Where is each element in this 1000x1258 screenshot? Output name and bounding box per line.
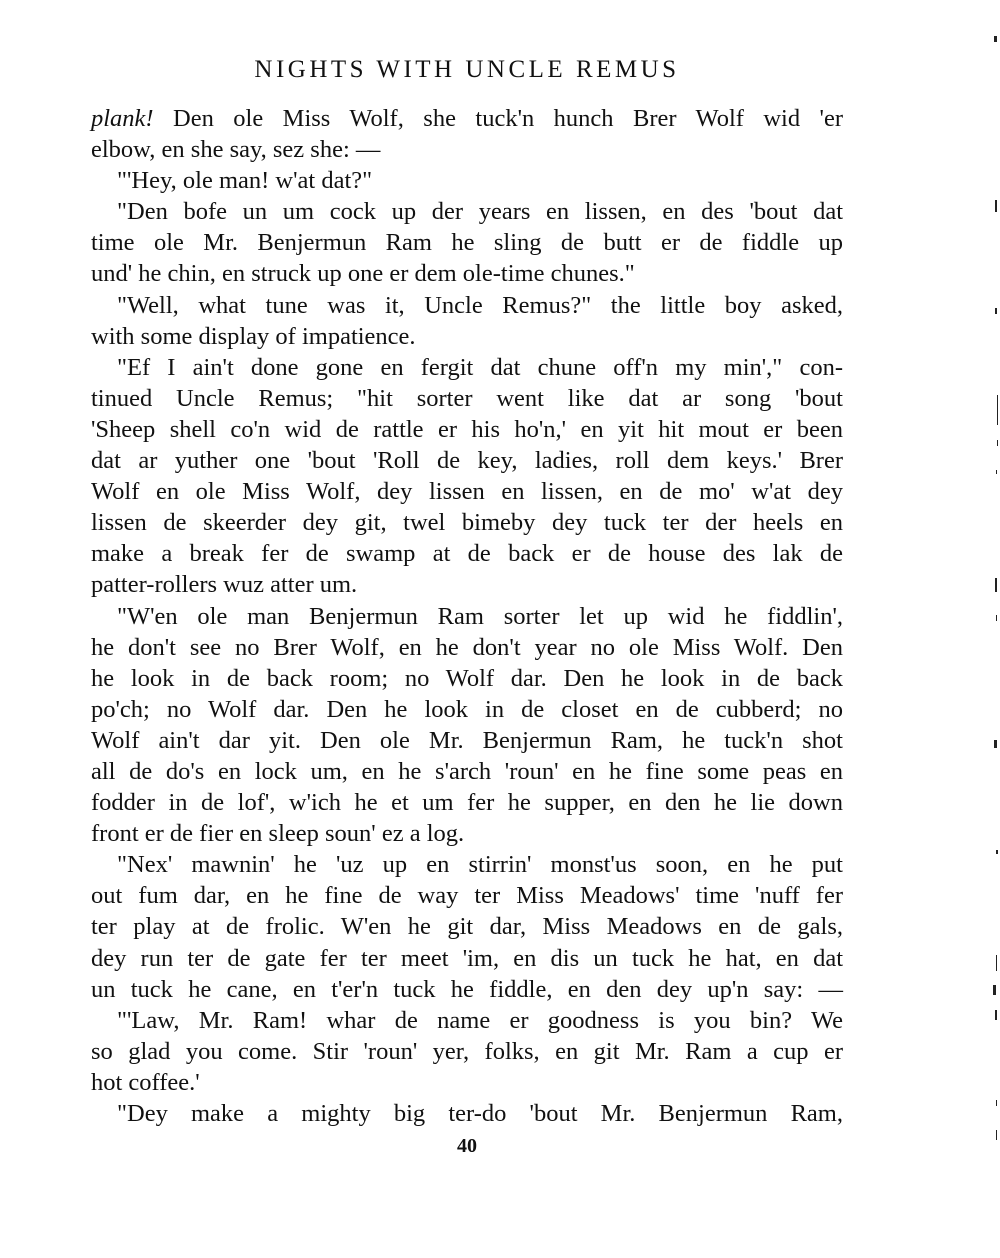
text-line: front er de fier en sleep soun' ez a log. <box>91 820 465 848</box>
scan-edge-mark <box>996 470 997 474</box>
scan-edge-mark <box>996 850 998 854</box>
running-head: NIGHTS WITH UNCLE REMUS <box>254 56 680 83</box>
scan-edge-mark <box>997 395 998 425</box>
text-line: dat ar yuther one 'bout 'Roll de key, ladies, roll dem keys.' Brer <box>91 447 843 475</box>
text-line: patter-rollers wuz atter um. <box>91 571 358 599</box>
scan-edge-mark <box>995 308 997 314</box>
text-line: so glad you come. Stir 'roun' yer, folks, en git Mr. Ram a cup er <box>91 1037 843 1065</box>
text-line: "'Hey, ole man! w'at dat?" <box>117 167 373 195</box>
text-line: un tuck he cane, en t'er'n tuck he fiddle, en den dey up'n say: — <box>91 975 843 1003</box>
text-line: po'ch; no Wolf dar. Den he look in de closet en de cubberd; no <box>91 695 843 723</box>
text-line: make a break fer de swamp at de back er de house des lak de <box>91 540 843 568</box>
scan-edge-mark <box>996 615 997 621</box>
text-line: tinued Uncle Remus; "hit sorter went like dat ar song 'bout <box>91 384 843 412</box>
text-line: "Nex' mawnin' he 'uz up en stirrin' monst'us soon, en he put <box>117 851 843 879</box>
text-line: "Well, what tune was it, Uncle Remus?" the little boy asked, <box>117 291 843 319</box>
text-line: all de do's en lock um, en he s'arch 'roun' en he fine some peas en <box>91 757 843 785</box>
text-line: fodder in de lof', w'ich he et um fer he supper, en den he lie down <box>91 789 843 817</box>
scan-edge-mark <box>995 1010 997 1020</box>
text-line: "W'en ole man Benjermun Ram sorter let up wid he fiddlin', <box>117 602 843 630</box>
text-line: Wolf ain't dar yit. Den ole Mr. Benjermun Ram, he tuck'n shot <box>91 726 843 754</box>
text-line: with some display of impatience. <box>91 322 416 350</box>
page-number: 40 <box>457 1135 477 1157</box>
body-text <box>91 103 843 1129</box>
text-line: he don't see no Brer Wolf, en he don't year no ole Miss Wolf. Den <box>91 633 843 661</box>
text-line: out fum dar, en he fine de way ter Miss Meadows' time 'nuff fer <box>91 882 843 910</box>
text-line: "Den bofe un um cock up der years en lissen, en des 'bout dat <box>117 198 843 226</box>
scan-edge-mark <box>993 985 996 995</box>
text-line: he look in de back room; no Wolf dar. Den he look in de back <box>91 664 843 692</box>
text-line: elbow, en she say, sez she: — <box>91 136 381 164</box>
text-line: und' he chin, en struck up one er dem ole-time chunes." <box>91 260 635 288</box>
text-line: Wolf en ole Miss Wolf, dey lissen en lissen, en de mo' w'at dey <box>91 478 843 506</box>
text-line: dey run ter de gate fer ter meet 'im, en dis un tuck he hat, en dat <box>91 944 843 972</box>
text-line: "Dey make a mighty big ter-do 'bout Mr. Benjermun Ram, <box>117 1100 843 1127</box>
text-line: time ole Mr. Benjermun Ram he sling de butt er de fiddle up <box>91 229 843 257</box>
scan-edge-mark <box>995 578 997 592</box>
text-line: ter play at de frolic. W'en he git dar, Miss Meadows en de gals, <box>91 913 843 941</box>
scan-edge-mark <box>994 740 997 748</box>
scan-edge-mark <box>994 36 997 42</box>
text-line: plank! Den ole Miss Wolf, she tuck'n hunch Brer Wolf wid 'er <box>91 105 843 132</box>
text-line: 'Sheep shell co'n wid de rattle er his ho'n,' en yit hit mout er been <box>91 415 843 443</box>
italic-word: plank! <box>91 105 154 132</box>
scan-edge-mark <box>995 200 997 212</box>
scan-edge-mark <box>996 1100 997 1106</box>
text-line: "'Law, Mr. Ram! whar de name er goodness is you bin? We <box>117 1006 843 1034</box>
text-line: "Ef I ain't done gone en fergit dat chune off'n my min'," con- <box>117 353 843 381</box>
text-line: lissen de skeerder dey git, twel bimeby dey tuck ter der heels en <box>91 509 843 537</box>
scan-edge-mark <box>996 955 997 971</box>
scan-edge-mark <box>996 1130 997 1140</box>
text-line: hot coffee.' <box>91 1068 200 1096</box>
scan-edge-mark <box>997 440 998 446</box>
